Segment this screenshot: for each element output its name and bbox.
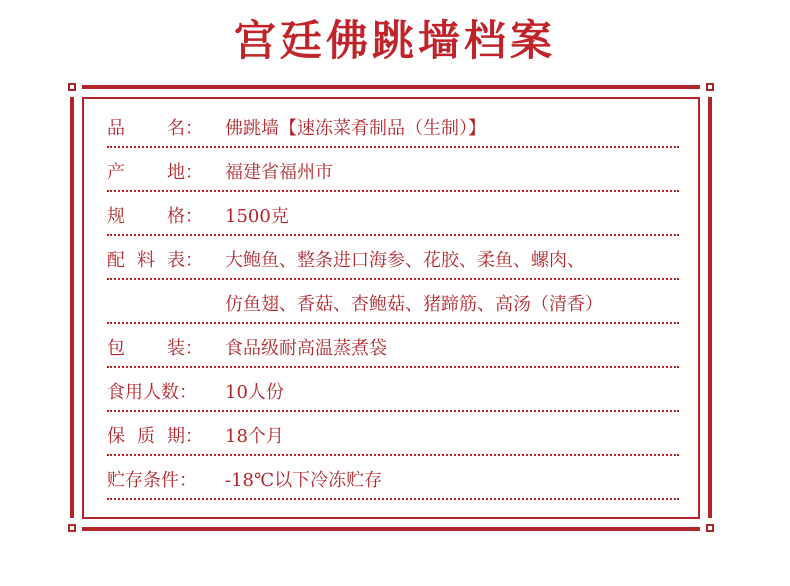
row-value: 佛跳墙【速冻菜肴制品（生制）】 — [225, 118, 486, 139]
row-servings — [107, 372, 679, 412]
row-value: 18个月 — [225, 426, 284, 447]
row-label: 产 地： — [107, 162, 203, 183]
row-label: 包 装： — [107, 338, 203, 359]
row-packaging — [107, 328, 679, 368]
row-value: 1500克 — [225, 206, 289, 227]
row-label: 配 料 表： — [107, 250, 203, 271]
row-label: 保 质 期： — [107, 426, 203, 447]
row-label: 品 名： — [107, 118, 203, 139]
row-origin — [107, 152, 679, 192]
row-ingredients-continued — [107, 284, 679, 324]
corner-ornament-top-left — [66, 81, 82, 97]
row-value: 10人份 — [225, 382, 284, 403]
row-label: 食用人数： — [107, 382, 197, 403]
row-label: 贮存条件： — [107, 470, 197, 491]
row-product-name — [107, 108, 679, 148]
row-label: 规 格： — [107, 206, 203, 227]
row-ingredients — [107, 240, 679, 280]
row-value: 福建省福州市 — [225, 162, 333, 183]
row-storage — [107, 460, 679, 500]
row-value: 大鲍鱼、整条进口海参、花胶、柔鱼、螺肉、 — [225, 250, 585, 271]
corner-ornament-top-right — [700, 81, 716, 97]
row-specification — [107, 196, 679, 236]
row-value: -18℃以下冷冻贮存 — [225, 470, 383, 491]
corner-ornament-bottom-right — [700, 518, 716, 534]
row-value: 仿鱼翅、香菇、杏鲍菇、猪蹄筋、高汤（清香） — [225, 294, 603, 315]
row-value: 食品级耐高温蒸煮袋 — [225, 338, 387, 359]
page-title: 宫廷佛跳墙档案 — [233, 16, 556, 65]
corner-ornament-bottom-left — [66, 518, 82, 534]
row-shelf-life — [107, 416, 679, 456]
